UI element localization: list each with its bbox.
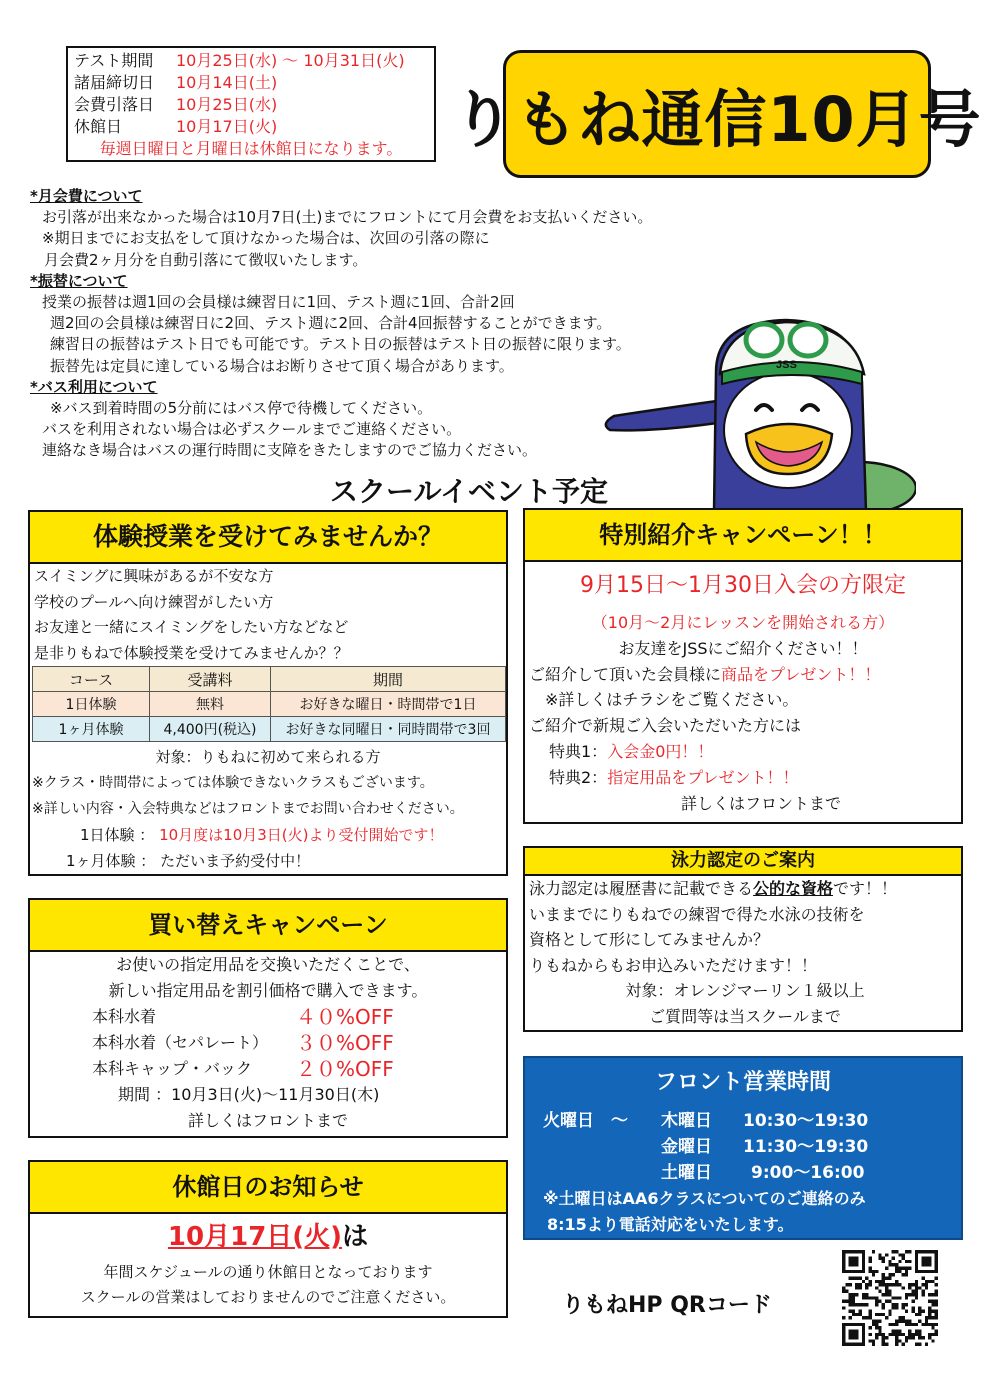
fee-line: お引落が出来なかった場合は10月7日(土)までにフロントにて月会費をお支払いください。 <box>42 208 653 227</box>
hours-day: 金曜日 <box>661 1137 712 1157</box>
trial-intro-line: スイミングに興味があるが不安な方 <box>34 567 274 585</box>
referral-line: お友達をJSSにご紹介ください！！ <box>618 638 868 658</box>
penguin-mascot-icon <box>596 312 916 512</box>
bus-heading: *バス利用について <box>30 377 158 396</box>
replace-body <box>30 952 506 1134</box>
closure-line: 年間スケジュールの通り休館日となっております <box>103 1263 433 1281</box>
trial-note: ※クラス・時間帯によっては体験できないクラスもございます。 <box>32 775 434 791</box>
replace-item <box>30 1004 506 1030</box>
trial-day-label: 1日体験 ： <box>80 826 155 844</box>
replace-item-name: 本科キャップ・バック <box>92 1059 253 1078</box>
table-row <box>33 717 506 742</box>
transfer-line: 振替先は定員に達している場合はお断りさせて頂く場合があります。 <box>50 356 514 375</box>
replace-contact: 詳しくはフロントまで <box>187 1111 348 1130</box>
table-cell: 1ヶ月体験 <box>33 717 150 742</box>
replace-item-name: 本科水着（セパレート） <box>92 1033 269 1052</box>
bus-line: 連絡なき場合はバスの運行時間に支障をきたしますのでご協力ください。 <box>42 441 538 460</box>
trial-intro-line: 是非りもねで体験授業を受けてみませんか？？ <box>34 643 349 662</box>
replace-item-discount: ３０%OFF <box>296 1031 394 1055</box>
trial-target: 対象：りもねに初めて来られる方 <box>155 748 381 766</box>
replacement-campaign-panel <box>28 898 508 1138</box>
replace-line: お使いの指定用品を交換いただくことで、 <box>116 955 420 974</box>
hours-row <box>543 1134 961 1160</box>
hours-note: ※土曜日はAA6クラスについてのご連絡のみ <box>543 1189 866 1208</box>
table-cell: 4,400円(税込) <box>150 717 271 742</box>
cert-line: りもねからもお申込みいただけます！！ <box>529 955 818 975</box>
trial-month-value: ただいま予約受付中！ <box>160 852 311 870</box>
referral-benefit <box>525 739 961 765</box>
cert-text: です！！ <box>833 879 898 898</box>
referral-period: 9月15日～1月30日入会の方限定 <box>580 573 906 598</box>
referral-line <box>525 662 961 688</box>
cert-line: 対象：オレンジマーリン１級以上 <box>625 981 865 1000</box>
trial-intro <box>30 564 506 666</box>
events-heading: スクールイベント予定 <box>330 475 609 508</box>
cert-title: 泳力認定のご案内 <box>525 848 961 876</box>
transfer-line: 週2回の会員様は練習日に2回、テスト週に2回、合計4回振替することができます。 <box>50 314 612 333</box>
closure-body <box>30 1260 506 1310</box>
referral-text: ご紹介して頂いた会員様に <box>529 664 722 684</box>
table-cell: お好きな曜日・時間帯で1日 <box>271 692 506 717</box>
referral-line: ご紹介で新規ご入会いただいた方には <box>529 716 802 736</box>
trial-course-table <box>32 666 506 742</box>
referral-title: 特別紹介キャンペーン！！ <box>525 510 961 562</box>
replace-line: 新しい指定用品を割引価格で購入できます。 <box>108 981 428 1000</box>
info-note: 毎週日曜日と月曜日は休館日になります。 <box>99 139 403 158</box>
col-header-fee: 受講料 <box>150 667 271 692</box>
hours-note: 8:15より電話対応をいたします。 <box>547 1215 794 1234</box>
replace-item <box>30 1030 506 1056</box>
transfer-line: 練習日の振替はテスト日でも可能です。テスト日の振替はテスト日の振替に限ります。 <box>50 335 631 354</box>
cert-text: 泳力認定は履歴書に記載できる <box>529 879 754 898</box>
closure-date-line <box>30 1214 506 1260</box>
col-header-period: 期間 <box>271 667 506 692</box>
cert-line <box>529 876 961 902</box>
transfer-heading: *振替について <box>30 271 128 290</box>
transfer-line: 授業の振替は週1回の会員様は練習日に1回、テスト週に1回、合計2回 <box>42 293 515 312</box>
col-header-course: コース <box>33 667 150 692</box>
trial-day-line <box>30 822 506 848</box>
table-header-row <box>33 667 506 692</box>
replace-item-discount: ２０%OFF <box>296 1057 394 1081</box>
table-cell: 無料 <box>150 692 271 717</box>
replace-item-name: 本科水着 <box>92 1007 157 1026</box>
info-row-test: テスト期間 10月25日(水) ～ 10月31日(火) <box>74 51 405 70</box>
hours-row <box>543 1160 961 1186</box>
cert-line: いままでにりもねでの練習で得た水泳の技術を <box>529 904 865 924</box>
referral-benefit <box>525 765 961 791</box>
hours-time: 11:30～19:30 <box>743 1137 869 1157</box>
hours-days-prefix: 火曜日 ～ <box>543 1111 628 1131</box>
replace-period: 期間 ：10月3日(火)～11月30日(木) <box>118 1085 380 1104</box>
referral-line: ※詳しくはチラシをご覧ください。 <box>545 690 799 710</box>
cap-text: JSS <box>776 359 797 371</box>
info-box <box>66 46 436 162</box>
closure-line: スクールの営業はしておりませんのでご注意ください。 <box>80 1288 456 1306</box>
cert-line: 資格として形にしてみませんか？ <box>529 930 770 949</box>
referral-highlight: 指定用品をプレゼント！！ <box>607 767 799 787</box>
front-hours-panel <box>523 1056 963 1240</box>
bus-line: バスを利用されない場合は必ずスクールまでご連絡ください。 <box>42 420 462 439</box>
trial-notes <box>30 744 506 874</box>
cert-highlight: 公的な資格 <box>753 879 834 898</box>
newsletter-title: りもね通信10月号 <box>503 50 931 178</box>
replace-item <box>30 1056 506 1082</box>
cert-line: ご質問等は当スクールまで <box>649 1006 841 1026</box>
fee-line: ※期日までにお支払をして頂けなかった場合は、次回の引落の際に <box>42 229 490 248</box>
trial-note: ※詳しい内容・入会特典などはフロントまでお問い合わせください。 <box>32 801 464 817</box>
referral-highlight: 商品をプレゼント！！ <box>721 664 881 684</box>
hours-day: 土曜日 <box>661 1163 712 1183</box>
trial-lesson-panel <box>28 510 508 876</box>
cert-body <box>525 876 961 1029</box>
fee-heading: *月会費について <box>30 187 143 205</box>
trial-month-line <box>30 848 506 874</box>
info-row-closed: 休館日 10月17日(火) <box>74 117 278 136</box>
trial-title: 体験授業を受けてみませんか？ <box>30 512 506 564</box>
referral-text: 特典1： <box>549 741 608 761</box>
hours-body <box>525 1108 961 1238</box>
replace-item-discount: ４０%OFF <box>296 1005 394 1029</box>
table-cell: お好きな同曜日・同時間帯で3回 <box>271 717 506 742</box>
referral-highlight: 入会金0円！！ <box>607 741 714 761</box>
table-row <box>33 692 506 717</box>
hours-title: フロント営業時間 <box>654 1070 831 1095</box>
trial-day-value: 10月度は10月3日(火)より受付開始です！ <box>159 826 444 844</box>
trial-intro-line: お友達と一緒にスイミングをしたい方などなど <box>34 618 349 636</box>
info-row-debit: 会費引落日 10月25日(水) <box>74 95 278 114</box>
table-cell: 1日体験 <box>33 692 150 717</box>
closure-suffix: は <box>342 1222 369 1252</box>
referral-text: 特典2： <box>549 767 608 787</box>
trial-intro-line: 学校のプールへ向け練習がしたい方 <box>34 592 274 611</box>
closure-notice-panel <box>28 1160 508 1318</box>
referral-campaign-panel <box>523 508 963 824</box>
trial-month-label: 1ヶ月体験 ： <box>66 852 156 870</box>
bus-line: ※バス到着時間の5分前にはバス停で待機してください。 <box>50 399 433 418</box>
replace-title: 買い替えキャンペーン <box>30 900 506 952</box>
hours-day: 木曜日 <box>661 1111 712 1131</box>
referral-line: 詳しくはフロントまで <box>680 793 841 813</box>
info-row-deadline: 諸届締切日 10月14日(土) <box>74 73 278 92</box>
swim-certification-panel <box>523 846 963 1032</box>
qr-code-icon[interactable] <box>842 1250 938 1346</box>
qr-label: りもねHP QRコード <box>562 1293 772 1318</box>
fee-line: 月会費2ヶ月分を自動引落にて徴収いたします。 <box>44 250 368 269</box>
hours-time: 9:00～16:00 <box>751 1163 865 1183</box>
hours-row <box>543 1108 961 1134</box>
referral-sub: （10月～2月にレッスンを開始される方） <box>591 613 895 632</box>
closure-title: 休館日のお知らせ <box>30 1162 506 1214</box>
closure-date: 10月17日(火) <box>167 1222 343 1252</box>
referral-body <box>525 562 961 816</box>
hours-time: 10:30～19:30 <box>743 1111 869 1131</box>
